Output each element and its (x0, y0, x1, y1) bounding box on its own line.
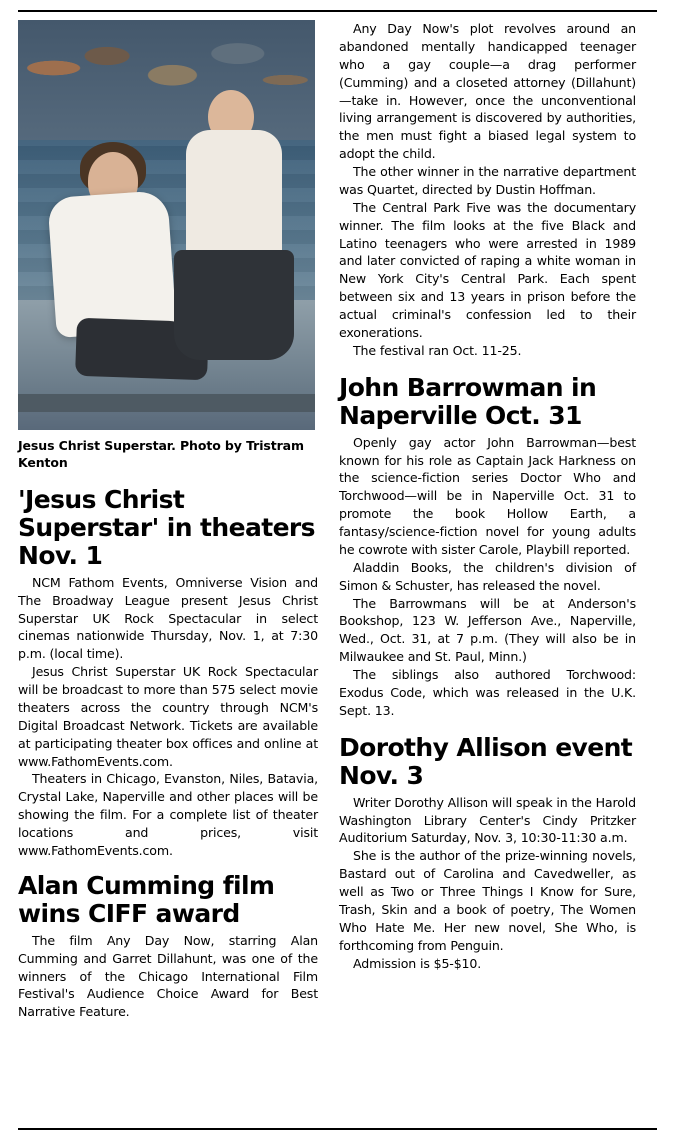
paragraph: The festival ran Oct. 11-25. (353, 342, 522, 358)
paragraph: Openly gay actor John Barrowman—best known for his role as Captain Jack Harkness on the science-fiction series Doctor Who and Torchwood—will be in Naperville Oct. 31 to promote the book Hollow Earth, a fantasy/science-fiction novel for young adults he cowrote with sister Carole, Playbill reported. (339, 434, 636, 557)
paragraph: NCM Fathom Events, Omniverse Vision and The Broadway League present Jesus Christ Superstar UK Rock Spectacular in select cinemas nationwide Thursday, Nov. 1, at 7:30 p.m. (local time). (18, 574, 318, 662)
paragraph: The other winner in the narrative department was Quartet, directed by Dustin Hoffman. (339, 164, 636, 197)
paragraph: Any Day Now's plot revolves around an abandoned mentally handicapped teenager who a gay couple—a drag performer (Cumming) and a closeted attorney (Dillahunt)—take in. However, once the unconventional living arrangement is discovered by authorities, the men must fight a biased legal system to adopt the child. (339, 21, 636, 162)
photo-figure-woman (168, 64, 303, 384)
paragraph: Writer Dorothy Allison will speak in the Harold Washington Library Center's Cindy Pritzker Auditorium Saturday, Nov. 3, 10:30-11:30 a.m. (339, 794, 636, 846)
top-rule (18, 10, 657, 12)
woman-skirt (174, 250, 294, 360)
paragraph: The Barrowmans will be at Anderson's Bookshop, 123 W. Jefferson Ave., Naperville, Wed., Oct. 31, at 7 p.m. (They will also be in Milwaukee and St. Paul, Minn.) (339, 595, 636, 665)
headline-jesus-christ-superstar: 'Jesus Christ Superstar' in theaters Nov. 1 (18, 484, 315, 570)
column-layout (18, 20, 657, 1120)
photo-caption: Jesus Christ Superstar. Photo by Tristram Kenton (18, 438, 304, 470)
paragraph: Jesus Christ Superstar UK Rock Spectacular will be broadcast to more than 575 select movie theaters across the country through NCM's Digital Broadcast Network. Tickets are available at participating theater box offices and online at www.FathomEvents.com. (18, 664, 318, 769)
woman-top (186, 130, 282, 260)
paragraph: She is the author of the prize-winning novels, Bastard out of Carolina and Cavedweller, as well as Two or Three Things I Know for Sure, Trash, Skin and a book of poetry, The Women Who Hate Me. Her new novel, She Who, is forthcoming from Penguin. (339, 848, 636, 953)
headline-dorothy-allison: Dorothy Allison event Nov. 3 (339, 732, 633, 790)
paragraph: Theaters in Chicago, Evanston, Niles, Batavia, Crystal Lake, Naperville and other places will be showing the film. For a complete list of theater locations and prices, visit www.FathomEvents.com. (18, 771, 318, 858)
right-column (339, 20, 636, 1120)
paragraph: The film Any Day Now, starring Alan Cumming and Garret Dillahunt, was one of the winners of the Chicago International Film Festival's Audience Choice Award for Best Narrative Feature. (18, 932, 318, 1020)
paragraph: Aladdin Books, the children's division of Simon & Schuster, has released the novel. (339, 559, 636, 593)
headline-john-barrowman: John Barrowman in Naperville Oct. 31 (339, 372, 597, 430)
article-photo (18, 20, 315, 430)
bottom-rule (18, 1128, 657, 1130)
paragraph: The Central Park Five was the documentary winner. The film looks at the five Black and Latino teenagers who were arrested in 1989 and later convicted of raping a white woman in New York City's Central Park. Each spent between six and 13 years in prison before the actual criminal's confession led to their exonerations. (339, 199, 636, 340)
paragraph: The siblings also authored Torchwood: Exodus Code, which was released in the U.K. Sept. 13. (339, 667, 636, 718)
left-column (18, 20, 318, 1120)
man-shirt (47, 190, 176, 338)
headline-alan-cumming-ciff: Alan Cumming film wins CIFF award (18, 870, 275, 928)
paragraph: Admission is $5-$10. (353, 955, 482, 971)
